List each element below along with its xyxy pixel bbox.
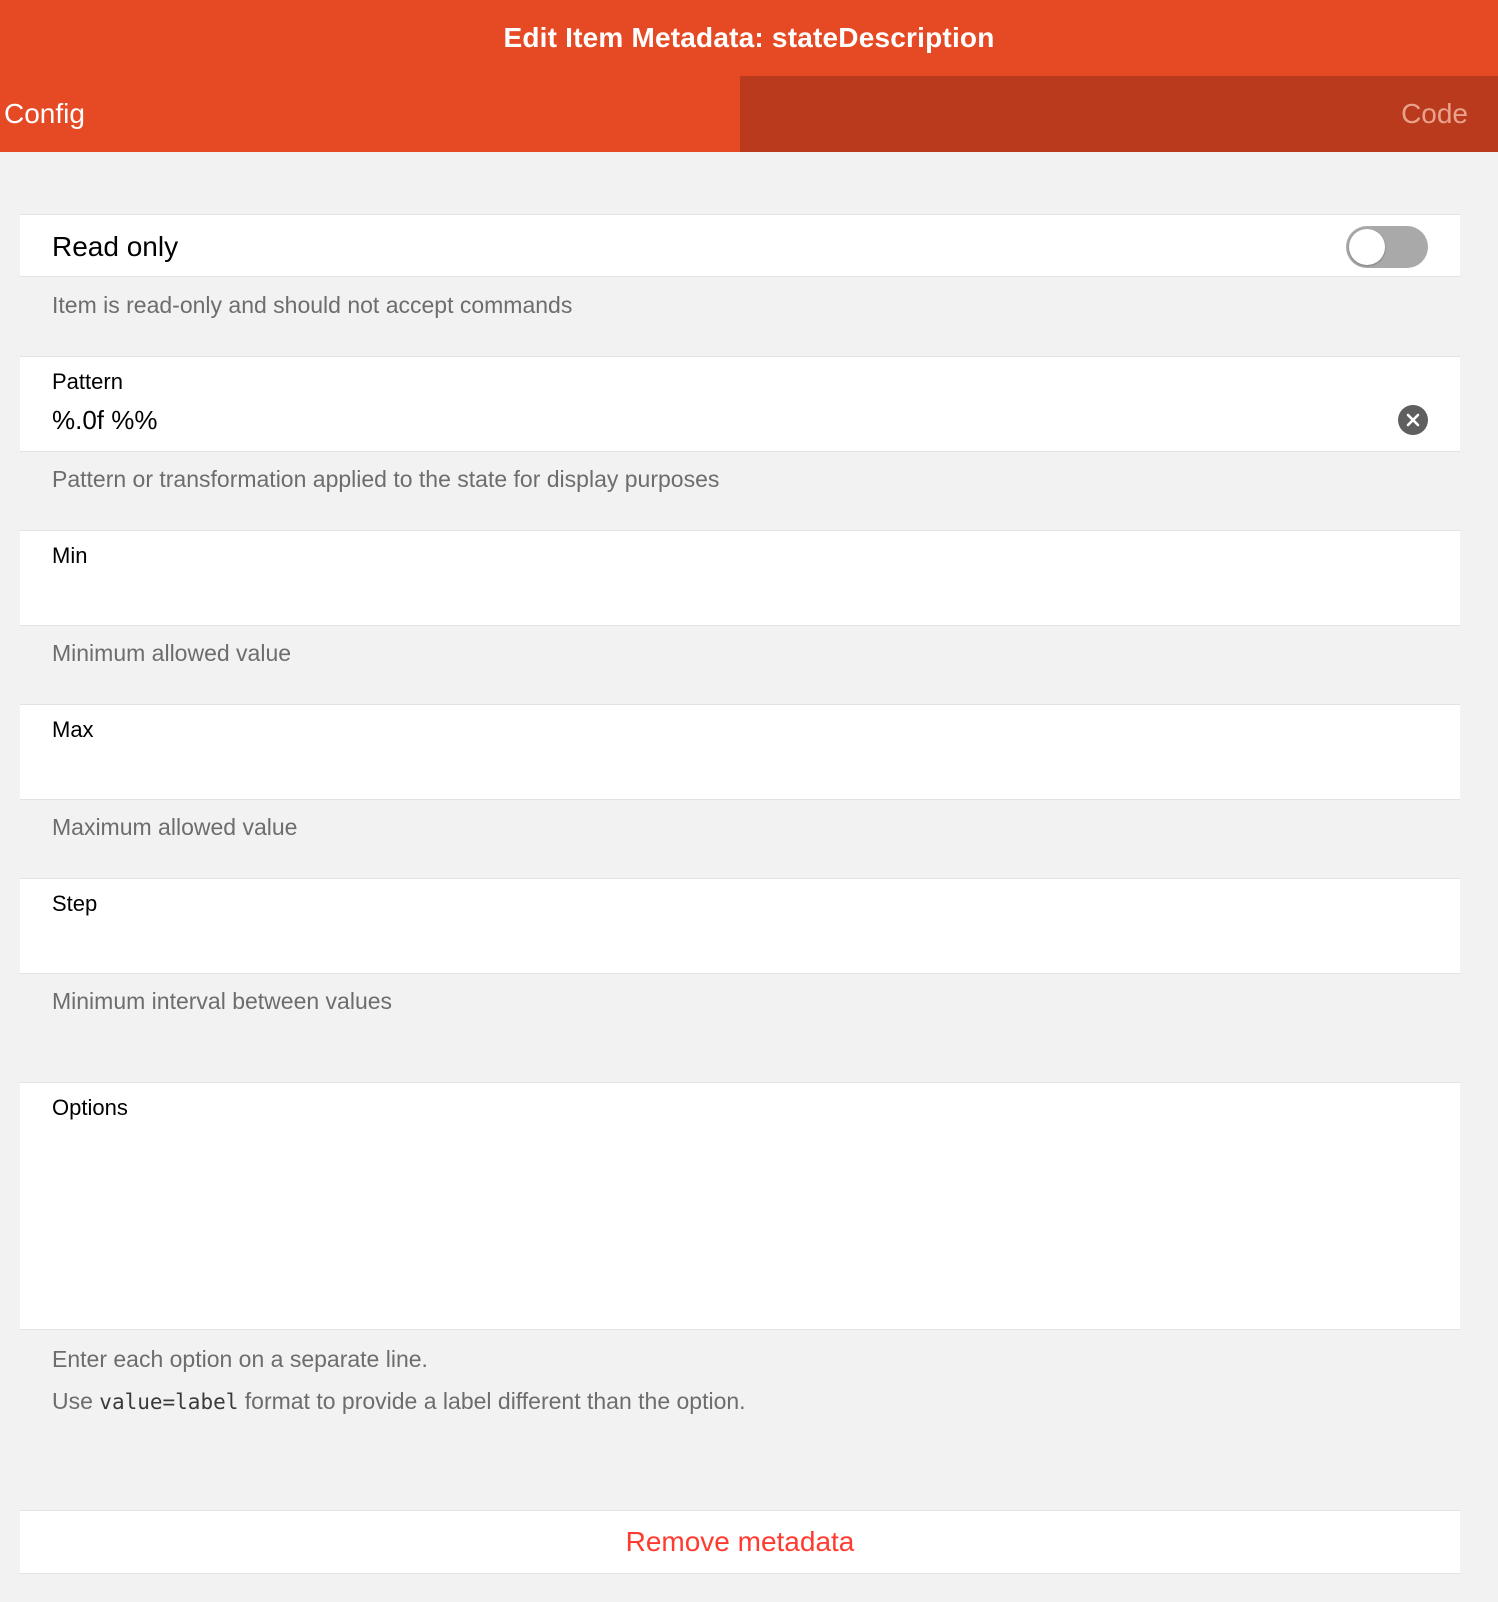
clear-icon[interactable] [1398, 405, 1428, 435]
read-only-row [20, 214, 1460, 277]
max-footer: Maximum allowed value [52, 814, 298, 840]
options-field [20, 1082, 1460, 1330]
step-label: Step [52, 891, 98, 916]
pattern-input[interactable]: %.0f %% [52, 405, 158, 435]
max-input[interactable] [52, 749, 1400, 789]
options-footer-prefix: Use [52, 1388, 100, 1414]
min-field [20, 530, 1460, 626]
min-footer: Minimum allowed value [52, 640, 292, 666]
pattern-footer: Pattern or transformation applied to the state for display purposes [52, 466, 720, 492]
read-only-label: Read only [52, 231, 179, 262]
tab-config[interactable]: Config [0, 76, 740, 152]
remove-metadata-label: Remove metadata [625, 1526, 855, 1557]
read-only-footer: Item is read-only and should not accept commands [52, 292, 573, 318]
options-footer-line2 [52, 1388, 746, 1415]
options-label: Options [52, 1095, 128, 1120]
max-label: Max [52, 717, 94, 742]
min-input[interactable] [52, 575, 1400, 615]
min-label: Min [52, 543, 88, 568]
pattern-field [20, 356, 1460, 452]
step-input[interactable] [52, 923, 1400, 963]
tab-bar [0, 76, 1498, 152]
page-title: Edit Item Metadata: stateDescription [503, 22, 995, 53]
options-footer-line1: Enter each option on a separate line. [52, 1346, 428, 1372]
toggle-knob [1349, 229, 1385, 265]
step-field [20, 878, 1460, 974]
navbar [0, 0, 1498, 76]
read-only-toggle[interactable] [1346, 226, 1428, 268]
max-field [20, 704, 1460, 800]
options-footer-code: value=label [99, 1390, 239, 1414]
options-textarea[interactable] [52, 1129, 1428, 1317]
remove-metadata-button[interactable] [20, 1510, 1460, 1574]
tab-code[interactable]: Code [740, 76, 1498, 152]
options-footer-suffix: format to provide a label different than the option. [238, 1388, 746, 1414]
pattern-label: Pattern [52, 369, 123, 394]
step-footer: Minimum interval between values [52, 988, 393, 1014]
